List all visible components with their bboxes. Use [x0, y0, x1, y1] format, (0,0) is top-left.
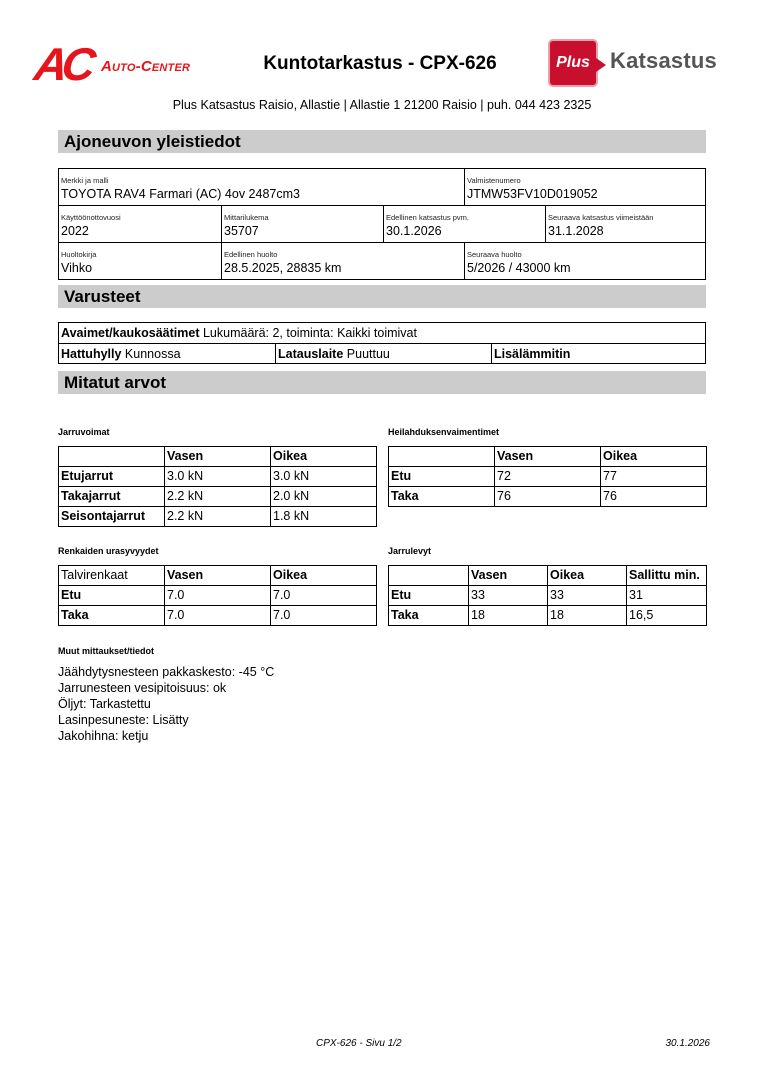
shocks-header-cell: Oikea — [601, 447, 707, 467]
auto-center-logo-text: Auto-Center — [101, 58, 191, 75]
tires-header-cell: Oikea — [271, 566, 377, 586]
brakes-title: Jarruvoimat — [58, 427, 110, 437]
list-item: Öljyt: Tarkastettu — [58, 697, 151, 711]
left-value: 2.2 kN — [165, 507, 271, 527]
row-name: Etu — [389, 586, 469, 606]
page-title: Kuntotarkastus - CPX-626 — [263, 53, 497, 74]
row-name: Etu — [59, 586, 165, 606]
section-measured-values: Mitatut arvot — [58, 371, 706, 394]
other-measurements-list — [58, 664, 274, 744]
left-value: 72 — [495, 467, 601, 487]
list-item: Lasinpesuneste: Lisätty — [58, 713, 189, 727]
last-service-value: 28.5.2025, 28835 km — [224, 261, 342, 275]
hat-shelf-label: Hattuhylly — [61, 347, 122, 361]
brakes-header-cell: Oikea — [271, 447, 377, 467]
service-book-cell — [59, 243, 221, 279]
table-row — [389, 586, 707, 606]
vehicle-info-row — [59, 169, 705, 205]
vin-value: JTMW53FV10D019052 — [467, 187, 598, 201]
station-address: Plus Katsastus Raisio, Allastie | Allastie 1 21200 Raisio | puh. 044 423 2325 — [172, 98, 592, 112]
next-service-cell — [464, 243, 705, 279]
charger-label: Latauslaite — [278, 347, 344, 361]
table-row — [59, 467, 377, 487]
list-item: Jäähdytysnesteen pakkaskesto: -45 °C — [58, 665, 275, 679]
make-model-label: Merkki ja malli — [61, 176, 109, 185]
left-value: 18 — [469, 606, 548, 626]
last-inspection-cell — [383, 206, 545, 242]
plus-logo-badge: Plus — [548, 39, 598, 87]
equipment-row — [59, 323, 705, 343]
discs-header-cell: Vasen — [469, 566, 548, 586]
left-value: 7.0 — [165, 586, 271, 606]
last-inspection-label: Edellinen katsastus pvm. — [386, 213, 469, 222]
discs-title: Jarrulevyt — [388, 546, 432, 556]
hat-shelf-value: Kunnossa — [124, 347, 181, 361]
discs-header-cell: Sallittu min. — [627, 566, 707, 586]
left-value: 33 — [469, 586, 548, 606]
heater-label: Lisälämmitin — [494, 347, 571, 361]
first-use-cell — [59, 206, 221, 242]
next-service-label: Seuraava huolto — [467, 250, 522, 259]
shocks-header-cell: Vasen — [495, 447, 601, 467]
row-name: Taka — [389, 487, 495, 507]
brakes-header-cell: Vasen — [165, 447, 271, 467]
brakes-header-cell — [59, 447, 165, 467]
keys-label: Avaimet/kaukosäätimet — [61, 326, 200, 340]
equipment-table — [58, 322, 706, 364]
row-name: Etujarrut — [59, 467, 165, 487]
vin-label: Valmistenumero — [467, 176, 521, 185]
charger-value: Puuttuu — [346, 347, 390, 361]
vehicle-info-row — [59, 205, 705, 242]
table-row — [59, 487, 377, 507]
min-value: 31 — [627, 586, 707, 606]
first-use-value: 2022 — [61, 224, 89, 238]
plus-katsastus-logo — [548, 38, 728, 88]
service-book-value: Vihko — [61, 261, 93, 275]
tires-table — [58, 565, 377, 626]
discs-header-row — [389, 566, 707, 586]
left-value: 7.0 — [165, 606, 271, 626]
brakes-table — [58, 446, 377, 527]
last-service-label: Edellinen huolto — [224, 250, 278, 259]
charger-cell — [275, 344, 491, 363]
tires-header-row — [59, 566, 377, 586]
right-value: 7.0 — [271, 586, 377, 606]
vehicle-info-row — [59, 242, 705, 279]
first-use-label: Käyttöönottovuosi — [61, 213, 121, 222]
right-value: 18 — [548, 606, 627, 626]
footer-date: 30.1.2026 — [665, 1038, 710, 1049]
shocks-header-row — [389, 447, 707, 467]
table-row — [59, 606, 377, 626]
auto-center-logo-mark: AC — [31, 38, 94, 90]
right-value: 77 — [601, 467, 707, 487]
section-vehicle-info: Ajoneuvon yleistiedot — [58, 130, 706, 153]
tires-title: Renkaiden urasyvyydet — [58, 546, 159, 556]
equipment-row — [59, 343, 705, 363]
heater-cell — [491, 344, 705, 363]
keys-cell — [59, 323, 705, 343]
row-name: Seisontajarrut — [59, 507, 165, 527]
shocks-table — [388, 446, 707, 507]
last-service-cell — [221, 243, 464, 279]
shocks-title: Heilahduksenvaimentimet — [388, 427, 500, 437]
table-row — [389, 487, 707, 507]
katsastus-logo-text: Katsastus — [610, 48, 717, 73]
odometer-label: Mittarilukema — [224, 213, 269, 222]
tires-header-cell: Vasen — [165, 566, 271, 586]
row-name: Takajarrut — [59, 487, 165, 507]
odometer-cell — [221, 206, 383, 242]
table-row — [59, 507, 377, 527]
left-value: 76 — [495, 487, 601, 507]
right-value: 2.0 kN — [271, 487, 377, 507]
next-inspection-value: 31.1.2028 — [548, 224, 604, 238]
section-equipment: Varusteet — [58, 285, 706, 308]
other-measurements-title: Muut mittaukset/tiedot — [58, 646, 154, 656]
shocks-header-cell — [389, 447, 495, 467]
service-book-label: Huoltokirja — [61, 250, 97, 259]
list-item: Jarrunesteen vesipitoisuus: ok — [58, 681, 227, 695]
page-number: CPX-626 - Sivu 1/2 — [316, 1038, 402, 1049]
table-row — [389, 606, 707, 626]
discs-header-cell — [389, 566, 469, 586]
row-name: Taka — [389, 606, 469, 626]
vehicle-info-grid — [58, 168, 706, 280]
table-row — [389, 467, 707, 487]
next-inspection-cell — [545, 206, 705, 242]
last-inspection-value: 30.1.2026 — [386, 224, 442, 238]
auto-center-logo — [31, 38, 225, 90]
row-name: Etu — [389, 467, 495, 487]
right-value: 7.0 — [271, 606, 377, 626]
vin-cell — [464, 169, 705, 205]
row-name: Taka — [59, 606, 165, 626]
tires-header-cell: Talvirenkaat — [59, 566, 165, 586]
brakes-header-row — [59, 447, 377, 467]
right-value: 76 — [601, 487, 707, 507]
make-model-cell — [59, 169, 464, 205]
next-service-value: 5/2026 / 43000 km — [467, 261, 571, 275]
list-item: Jakohihna: ketju — [58, 729, 149, 743]
next-inspection-label: Seuraava katsastus viimeistään — [548, 213, 654, 222]
odometer-value: 35707 — [224, 224, 259, 238]
right-value: 33 — [548, 586, 627, 606]
hat-shelf-cell — [59, 344, 275, 363]
discs-header-cell: Oikea — [548, 566, 627, 586]
min-value: 16,5 — [627, 606, 707, 626]
right-value: 3.0 kN — [271, 467, 377, 487]
left-value: 3.0 kN — [165, 467, 271, 487]
make-model-value: TOYOTA RAV4 Farmari (AC) 4ov 2487cm3 — [61, 187, 300, 201]
right-value: 1.8 kN — [271, 507, 377, 527]
table-row — [59, 586, 377, 606]
discs-table — [388, 565, 707, 626]
left-value: 2.2 kN — [165, 487, 271, 507]
keys-value: Lukumäärä: 2, toiminta: Kaikki toimivat — [202, 326, 417, 340]
